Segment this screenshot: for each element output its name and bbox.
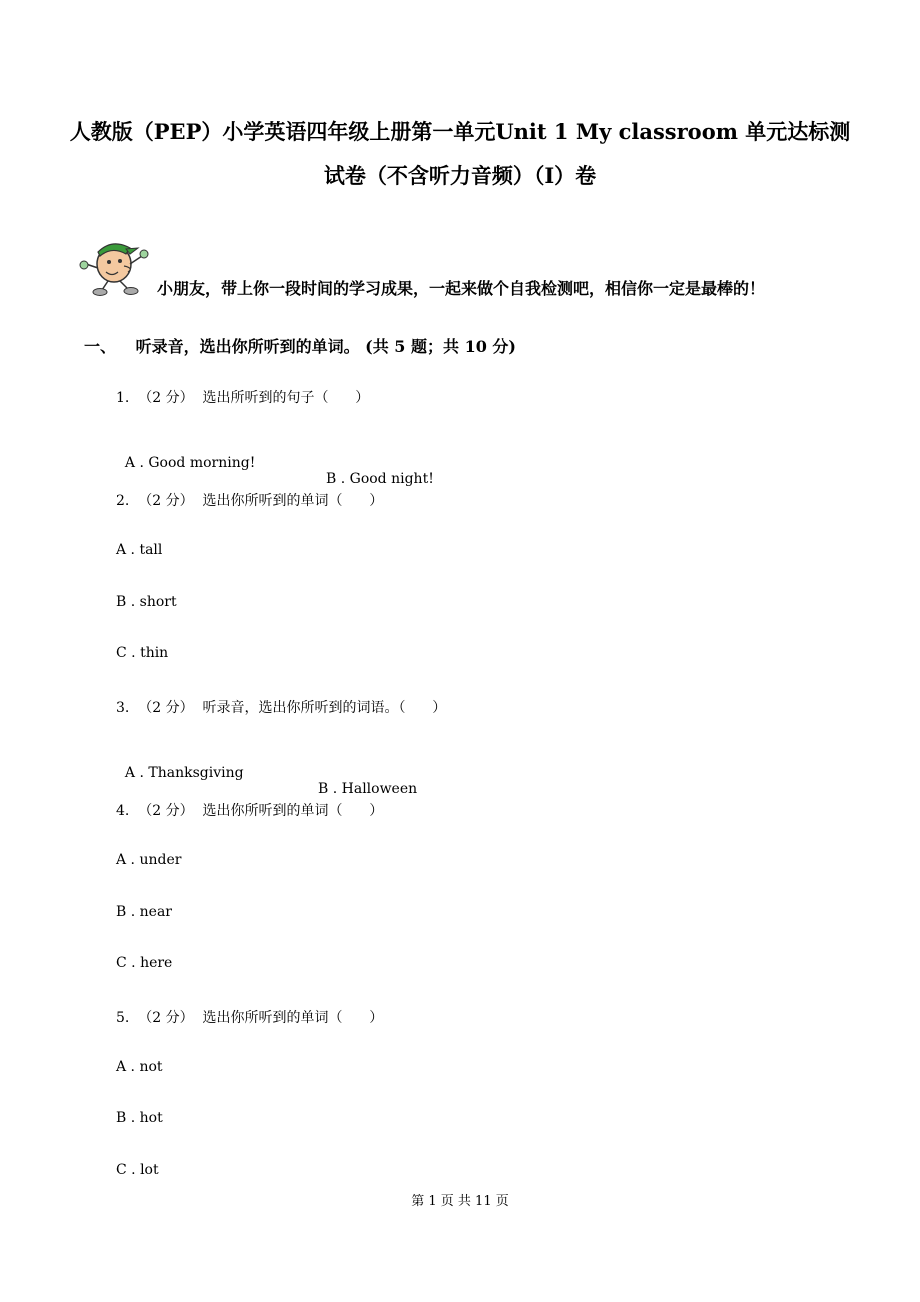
question-3-options xyxy=(116,749,516,797)
section-1-heading xyxy=(84,334,516,357)
question-3-option-a[interactable]: A . Thanksgiving xyxy=(124,765,244,781)
question-1-options xyxy=(116,439,516,487)
question-5-stem: 5. （2 分） 选出你所听到的单词（ ） xyxy=(116,1010,384,1026)
question-1-option-a[interactable]: A . Good morning! xyxy=(124,455,256,471)
mascot-illustration-icon xyxy=(76,234,158,298)
question-5-option-a[interactable]: A . not xyxy=(116,1059,163,1075)
question-1-option-b[interactable]: B . Good night! xyxy=(326,471,434,487)
question-2-option-b[interactable]: B . short xyxy=(116,594,177,610)
title-line-1: 人教版（PEP）小学英语四年级上册第一单元Unit 1 My classroom 单元达标测 xyxy=(69,119,851,144)
question-3-stem: 3. （2 分） 听录音，选出你所听到的词语。（ ） xyxy=(116,700,447,716)
question-4-option-c[interactable]: C . here xyxy=(116,955,173,971)
question-2-option-c[interactable]: C . thin xyxy=(116,645,169,661)
question-4-option-a[interactable]: A . under xyxy=(116,852,182,868)
question-4-stem: 4. （2 分） 选出你所听到的单词（ ） xyxy=(116,803,384,819)
question-2-option-a[interactable]: A . tall xyxy=(116,542,163,558)
page-footer: 第 1 页 共 11 页 xyxy=(411,1194,509,1209)
question-5-option-b[interactable]: B . hot xyxy=(116,1110,163,1126)
question-3-option-b[interactable]: B . Halloween xyxy=(318,781,418,797)
question-1-stem: 1. （2 分） 选出所听到的句子（ ） xyxy=(116,390,370,406)
title-line-2: 试卷（不含听力音频）（I）卷 xyxy=(323,163,597,188)
question-2-stem: 2. （2 分） 选出你所听到的单词（ ） xyxy=(116,493,384,509)
section-title: 听录音，选出你所听到的单词。 (共 5 题；共 10 分) xyxy=(135,337,516,356)
question-4-option-b[interactable]: B . near xyxy=(116,904,172,920)
greeting-text: 小朋友，带上你一段时间的学习成果，一起来做个自我检测吧，相信你一定是最棒的！ xyxy=(157,279,766,298)
question-5-option-c[interactable]: C . lot xyxy=(116,1162,159,1178)
section-number: 一、 xyxy=(84,337,117,356)
document-title xyxy=(60,110,860,198)
